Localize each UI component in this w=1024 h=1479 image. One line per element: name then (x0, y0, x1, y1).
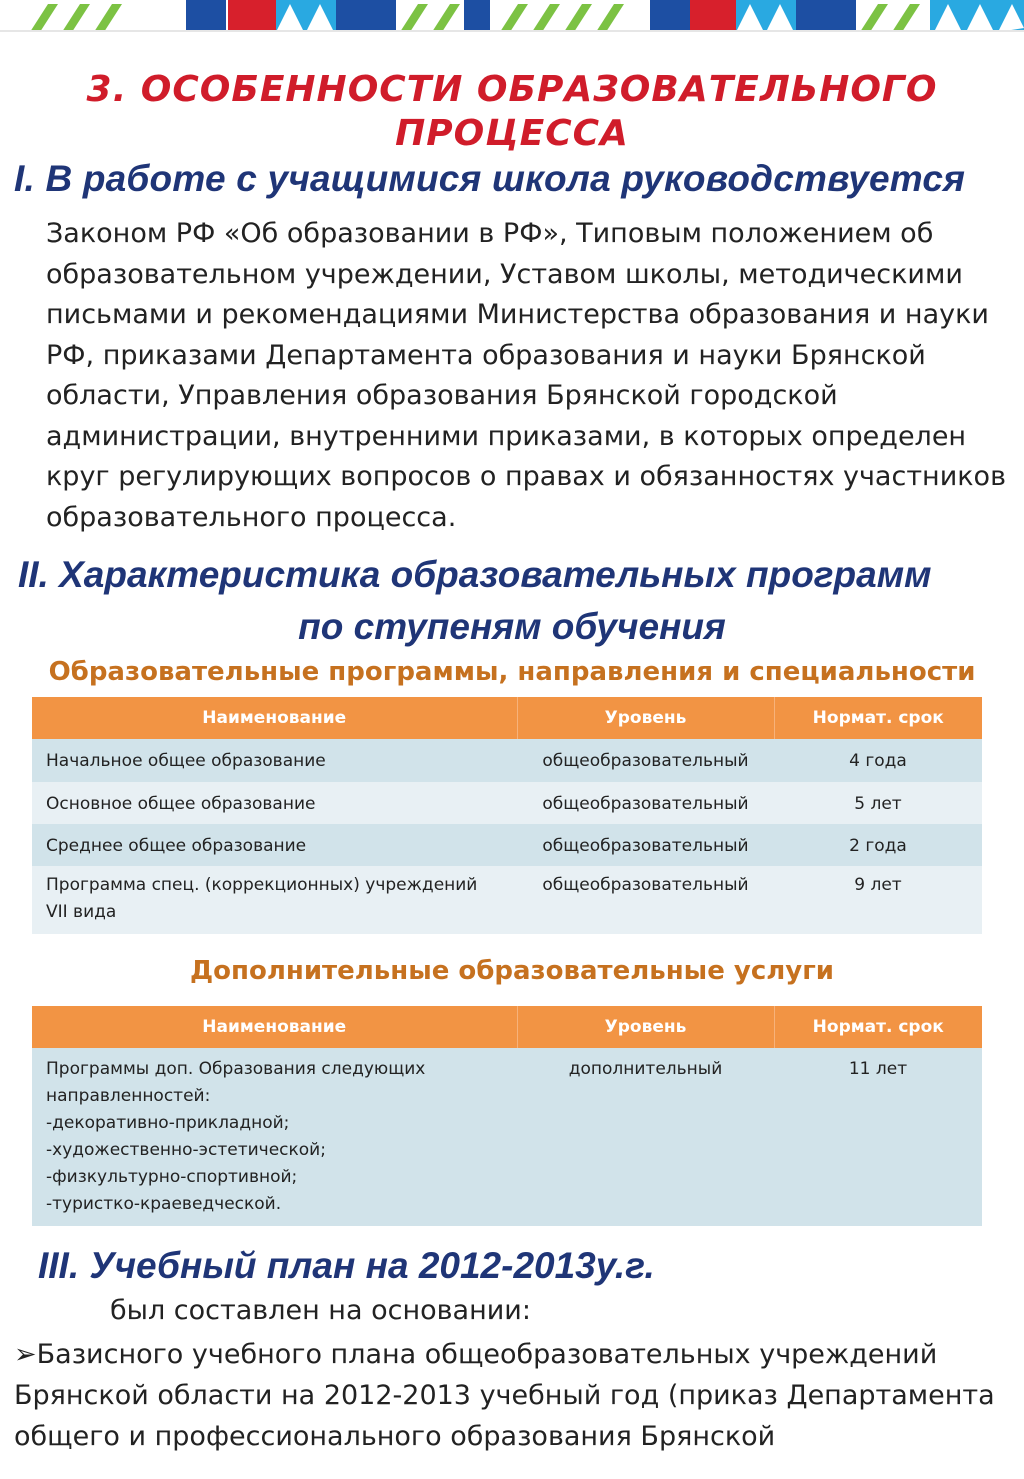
page-title: 3. ОСОБЕННОСТИ ОБРАЗОВАТЕЛЬНОГО ПРОЦЕССА (86, 69, 938, 154)
extra-services-table (32, 1006, 982, 1226)
column-header: Наименование (32, 697, 517, 739)
column-header: Нормат. срок (774, 697, 982, 739)
table-row (32, 866, 982, 934)
table-cell: 4 года (774, 739, 982, 782)
table-cell: Начальное общее образование (32, 739, 517, 782)
table-header-row (32, 697, 982, 739)
table-cell: Программа спец. (коррекционных) учреждений VII вида (32, 866, 517, 934)
table-cell: общеобразовательный (517, 782, 774, 824)
table-row (32, 782, 982, 824)
table-cell: общеобразовательный (517, 866, 774, 934)
table-cell: 9 лет (774, 866, 982, 934)
table2-title: Дополнительные образовательные услуги (189, 956, 835, 986)
section1-heading: I. В работе с учащимися школа руководствуется (14, 158, 966, 199)
section2-heading-line1: II. Характеристика образовательных программ (18, 554, 932, 595)
section2-heading-line2: по ступеням обучения (298, 606, 726, 647)
programs-table (32, 697, 982, 934)
basis-list-item (14, 1334, 1014, 1457)
section3-subheading: был составлен на основании: (110, 1295, 531, 1326)
table-cell: 5 лет (774, 782, 982, 824)
table-header-row (32, 1006, 982, 1048)
table-cell: 2 года (774, 824, 982, 866)
basis-list-item-text: Базисного учебного плана общеобразовательных учреждений Брянской области на 2012-2013 учебный год (приказ Департамента общего и профессионального образования Брянской (14, 1339, 995, 1452)
table1-title: Образовательные программы, направления и специальности (48, 657, 976, 687)
table-row (32, 824, 982, 866)
table-cell: 11 лет (774, 1048, 982, 1226)
table-row (32, 739, 982, 782)
column-header: Нормат. срок (774, 1006, 982, 1048)
column-header: Уровень (517, 697, 774, 739)
column-header: Уровень (517, 1006, 774, 1048)
section3-heading: III. Учебный план на 2012-2013у.г. (38, 1245, 655, 1286)
arrow-bullet-icon: ➢ (14, 1339, 37, 1370)
decorative-banner (0, 0, 1024, 32)
table-cell: общеобразовательный (517, 824, 774, 866)
column-header: Наименование (32, 1006, 517, 1048)
table-cell: Программы доп. Образования следующих направленностей: -декоративно-прикладной; -художественно-эстетической; -физкультурно-спортивной; -туристко-краеведческой. (32, 1048, 517, 1226)
section1-text: Законом РФ «Об образовании в РФ», Типовым положением об образовательном учреждении, Уставом школы, методическими письмами и рекомендациями Министерства образования и науки РФ, приказами Департамента образования и науки Брянской области, Управления образования Брянской городской администрации, внутренними приказами, в которых определен круг регулирующих вопросов о правах и обязанностях участников образовательного процесса. (46, 218, 1006, 533)
table-row (32, 1048, 982, 1226)
table-cell: Основное общее образование (32, 782, 517, 824)
table-cell: Среднее общее образование (32, 824, 517, 866)
table-cell: дополнительный (517, 1048, 774, 1226)
table-cell: общеобразовательный (517, 739, 774, 782)
